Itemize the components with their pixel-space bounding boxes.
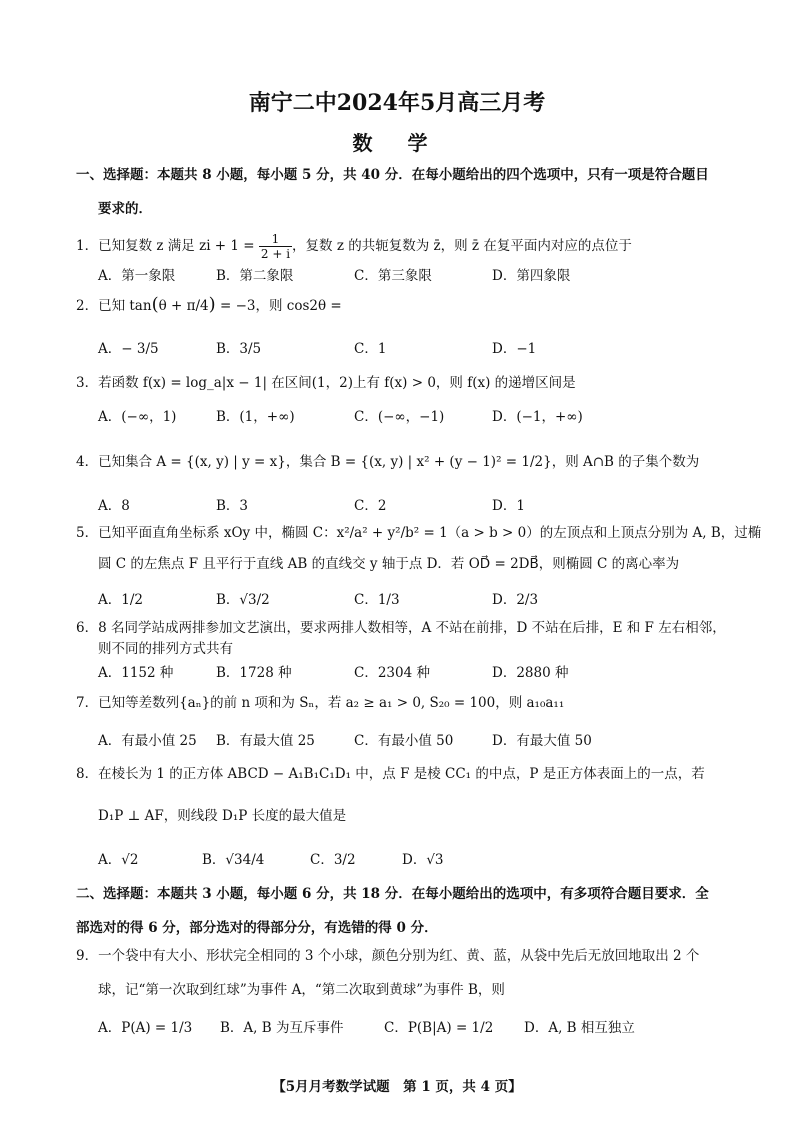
q2-stem-b: = −3，则 cos2θ = [215,298,342,314]
q1-option-a: A．第一象限 [98,268,176,284]
q9-option-c: C．P(B|A) = 1/2 [384,1020,494,1036]
q1-option-c: C．第三象限 [354,268,432,284]
q1-frac-den: 2 + i [260,247,291,261]
q6-option-b: B．1728 种 [216,665,292,681]
question-8-line1: 8．在棱长为 1 的正方体 ABCD − A₁B₁C₁D₁ 中，点 F 是棱 CC₁ 的中点，P 是正方体表面上的一点，若 [76,766,705,782]
q2-paren: θ + π/4 [158,298,209,314]
question-5-line2: 圆 C 的左焦点 F 且平行于直线 AB 的直线交 y 轴于点 D．若 OD⃗ = 2DB⃗，则椭圆 C 的离心率为 [98,556,680,572]
q4-option-d: D．1 [492,498,525,514]
q8-option-c: C．3/2 [310,852,356,868]
q1-fraction [259,232,292,261]
section2-line1: 二、选择题：本题共 3 小题，每小题 6 分，共 18 分．在每小题给出的选项中，有多项符合题目要求．全 [76,886,709,902]
section2-line2: 部选对的得 6 分，部分选对的得部分分，有选错的得 0 分． [76,920,438,936]
q2-options [98,337,718,359]
question-9-line1: 9．一个袋中有大小、形状完全相同的 3 个小球，颜色分别为红、黄、蓝，从袋中先后无放回地取出 2 个 [76,948,700,964]
q5-options [98,588,718,610]
q1-frac-num: 1 [259,232,292,247]
subject-title: 数 学 [352,131,442,155]
question-2: 2．已知 tan(θ + π/4) = −3，则 cos2θ = [76,294,342,315]
section1-heading [76,158,726,226]
q4-options [98,494,718,516]
q2-option-c: C．1 [354,341,387,357]
q3-option-b: B．(1，+∞) [216,409,295,425]
q8-option-a: A．√2 [98,852,139,868]
q3-options [98,405,718,427]
q9-option-d: D．A, B 相互独立 [524,1020,635,1036]
q5-option-c: C．1/3 [354,592,400,608]
q5-option-a: A．1/2 [98,592,143,608]
q1-option-b: B．第二象限 [216,268,294,284]
page-footer: 【5月月考数学试题 第 1 页，共 4 页】 [272,1079,522,1095]
q3-option-c: C．(−∞，−1) [354,409,445,425]
section1-line1: 一、选择题：本题共 8 小题，每小题 5 分，共 40 分．在每小题给出的四个选项中，只有一项是符合题目 [76,167,709,183]
q7-option-b: B．有最大值 25 [216,733,315,749]
exam-title: 南宁二中2024年5月高三月考 [248,90,546,116]
q7-options [98,729,718,751]
question-4: 4．已知集合 A = {(x, y) | y = x}，集合 B = {(x, y) | x² + (y − 1)² = 1/2}，则 A∩B 的子集个数为 [76,454,700,470]
q7-option-a: A．有最小值 25 [98,733,197,749]
q2-option-b: B．3/5 [216,341,262,357]
question-6-line2: 则不同的排列方式共有 [98,641,233,657]
question-9-line2: 球，记“第一次取到红球”为事件 A，“第二次取到黄球”为事件 B，则 [98,982,505,998]
question-7: 7．已知等差数列{aₙ}的前 n 项和为 Sₙ，若 a₂ ≥ a₁ > 0, S₂₀ = 100，则 a₁₀a₁₁ [76,695,565,711]
q5-option-b: B．√3/2 [216,592,270,608]
q3-option-d: D．(−1，+∞) [492,409,583,425]
section2-heading [76,877,726,945]
q5-option-d: D．2/3 [492,592,539,608]
question-6-line1: 6．8 名同学站成两排参加文艺演出，要求两排人数相等，A 不站在前排，D 不站在后排，E 和 F 左右相邻， [76,620,726,636]
q6-option-c: C．2304 种 [354,665,430,681]
q8-option-b: B．√34/4 [202,852,265,868]
question-5-line1: 5．已知平面直角坐标系 xOy 中，椭圆 C：x²/a² + y²/b² = 1（a > b > 0）的左顶点和上顶点分别为 A, B，过椭 [76,525,762,541]
q9-option-b: B．A, B 为互斥事件 [220,1020,344,1036]
q4-option-c: C．2 [354,498,387,514]
question-1 [76,232,726,261]
q9-option-a: A．P(A) = 1/3 [98,1020,193,1036]
q7-option-d: D．有最大值 50 [492,733,592,749]
q1-options [98,264,718,286]
q8-options [98,848,718,870]
q8-option-d: D．√3 [402,852,444,868]
q2-stem-a: 2．已知 tan [76,298,152,314]
q7-option-c: C．有最小值 50 [354,733,454,749]
q6-option-a: A．1152 种 [98,665,174,681]
q9-options [98,1016,718,1038]
question-8-line2: D₁P ⊥ AF，则线段 D₁P 长度的最大值是 [98,808,347,824]
q1-stem-a: 1．已知复数 z 满足 zi + 1 = [76,238,259,254]
q4-option-b: B．3 [216,498,249,514]
q3-option-a: A．(−∞，1) [98,409,177,425]
q6-options [98,661,718,683]
q4-option-a: A．8 [98,498,130,514]
q1-option-d: D．第四象限 [492,268,571,284]
q2-option-d: D．−1 [492,341,537,357]
q1-stem-b: ，复数 z 的共轭复数为 z̄，则 z̄ 在复平面内对应的点位于 [292,238,632,254]
question-3: 3．若函数 f(x) = log_a|x − 1| 在区间(1，2)上有 f(x) > 0，则 f(x) 的递增区间是 [76,375,576,391]
section1-line2: 要求的． [98,201,152,217]
q6-option-d: D．2880 种 [492,665,569,681]
q2-option-a: A．− 3/5 [98,341,159,357]
